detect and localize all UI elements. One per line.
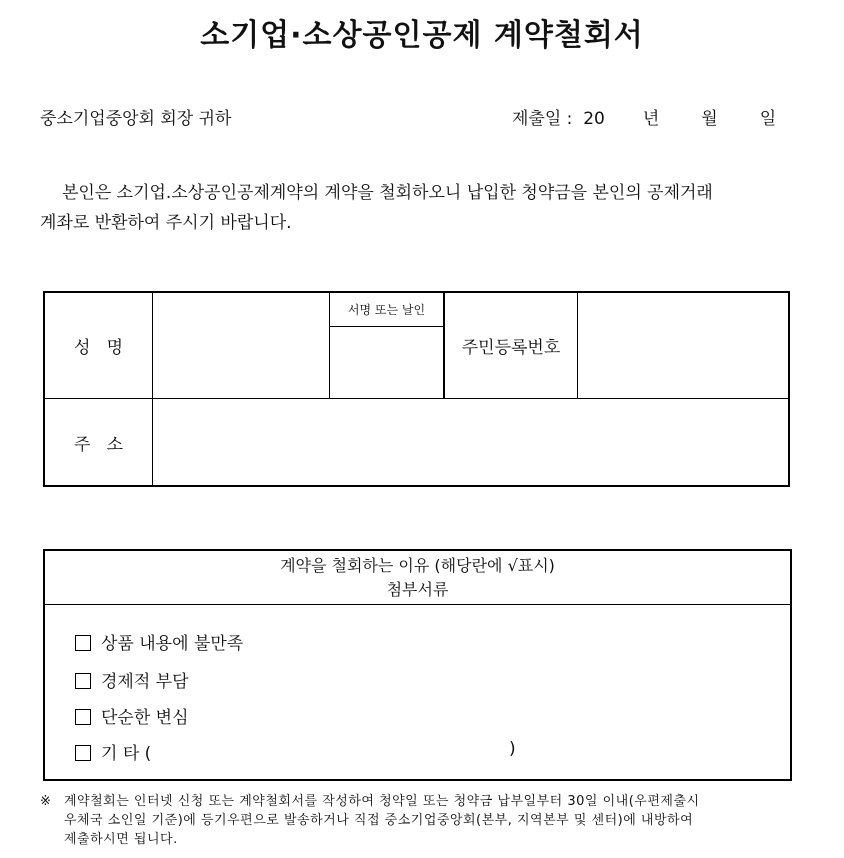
name-label: 성 명	[45, 293, 153, 399]
body-text-line-1: 본인은 소기업.소상공인공제계약의 계약을 철회하오니 납입한 청약금을 본인의 공제거래	[62, 183, 713, 203]
withdrawal-reason-table	[43, 549, 792, 781]
other-close-paren: )	[509, 739, 516, 759]
note-mark: ※	[40, 794, 52, 809]
option-dissatisfied[interactable]	[75, 629, 243, 654]
address-field[interactable]	[153, 399, 788, 485]
option-other[interactable]	[75, 739, 151, 764]
year-label: 년	[642, 109, 660, 129]
checkbox[interactable]	[75, 745, 91, 761]
attachments-label: 첨부서류	[386, 580, 449, 599]
year-prefix: 20	[583, 109, 605, 129]
id-number-field[interactable]	[578, 293, 788, 399]
id-number-label: 주민등록번호	[445, 293, 578, 399]
option-label: 경제적 부담	[101, 672, 189, 692]
signature-field[interactable]	[330, 327, 445, 399]
option-financial-burden[interactable]	[75, 667, 189, 692]
other-reason-field[interactable]	[167, 739, 507, 759]
note-line: 우체국 소인일 기준)에 등기우편으로 발송하거나 직접 중소기업중앙회(본부, 지역본부 및 센터)에 내방하여	[64, 813, 694, 828]
note-line: 계약철회는 인터넷 신청 또는 계약철회서를 작성하여 청약일 또는 청약금 납부일부터 30일 이내(우편제출시	[64, 794, 700, 809]
option-label: 기 타 (	[101, 744, 152, 764]
signature-label: 서명 또는 날인	[330, 293, 445, 327]
submit-date-label: 제출일 :	[512, 109, 573, 129]
checkbox[interactable]	[75, 709, 91, 725]
recipient: 중소기업중앙회 회장 귀하	[40, 109, 232, 129]
name-field[interactable]	[153, 293, 330, 399]
reason-header-title: 계약을 철회하는 이유 (해당란에 √표시)	[280, 556, 555, 575]
option-label: 단순한 변심	[101, 708, 189, 728]
option-label: 상품 내용에 불만족	[101, 634, 244, 654]
address-label: 주 소	[45, 399, 153, 485]
applicant-info-table	[43, 291, 790, 487]
checkbox[interactable]	[75, 673, 91, 689]
option-change-of-mind[interactable]	[75, 703, 189, 728]
submit-date	[512, 104, 776, 129]
checkbox[interactable]	[75, 635, 91, 651]
month-label: 월	[701, 109, 718, 129]
body-text-line-2: 계좌로 반환하여 주시기 바랍니다.	[40, 213, 292, 233]
document-title: 소기업·소상공인공제 계약철회서	[200, 18, 644, 53]
reason-header	[45, 551, 790, 605]
footnote	[40, 792, 815, 849]
note-line: 제출하시면 됩니다.	[64, 832, 178, 847]
day-label: 일	[759, 109, 777, 129]
